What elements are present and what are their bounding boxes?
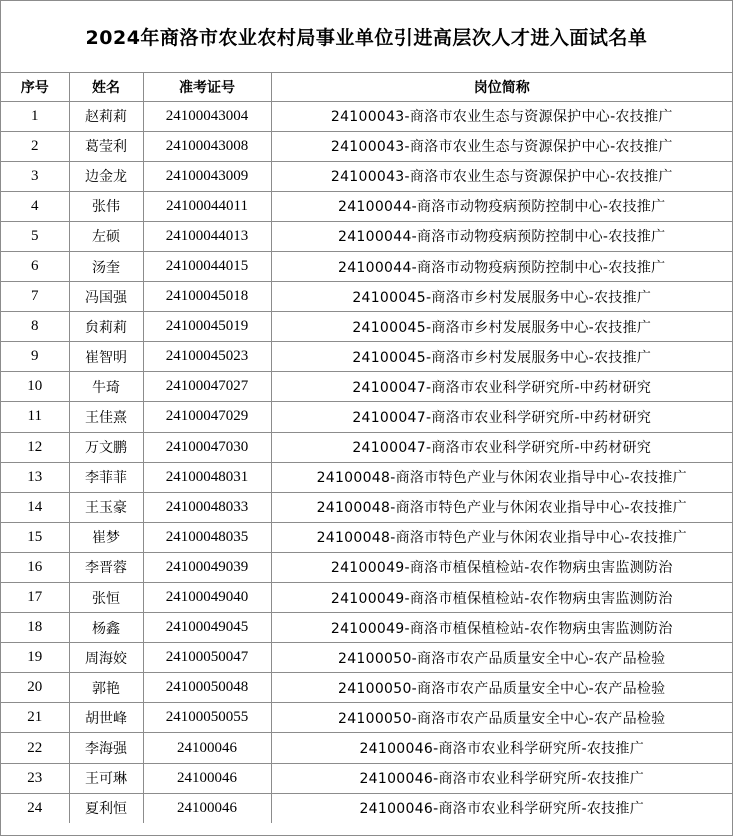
table-row — [1, 402, 732, 432]
cell-name: 胡世峰 — [69, 703, 143, 733]
cell-name: 左硕 — [69, 221, 143, 251]
cell-post: 24100046-商洛市农业科学研究所-农技推广 — [271, 763, 732, 793]
cell-name: 李菲菲 — [69, 462, 143, 492]
cell-exam-no: 24100046 — [143, 793, 271, 823]
cell-index: 1 — [1, 101, 69, 131]
table-row — [1, 613, 732, 643]
cell-name: 周海姣 — [69, 643, 143, 673]
cell-index: 19 — [1, 643, 69, 673]
table-row — [1, 703, 732, 733]
cell-index: 21 — [1, 703, 69, 733]
cell-exam-no: 24100043004 — [143, 101, 271, 131]
cell-post: 24100050-商洛市农产品质量安全中心-农产品检验 — [271, 703, 732, 733]
column-header-post: 岗位简称 — [271, 73, 732, 101]
cell-post: 24100050-商洛市农产品质量安全中心-农产品检验 — [271, 643, 732, 673]
cell-index: 4 — [1, 191, 69, 221]
cell-index: 10 — [1, 372, 69, 402]
cell-index: 15 — [1, 522, 69, 552]
table-header-row — [1, 73, 732, 101]
cell-index: 9 — [1, 342, 69, 372]
cell-post: 24100044-商洛市动物疫病预防控制中心-农技推广 — [271, 221, 732, 251]
table-row — [1, 643, 732, 673]
cell-name: 郭艳 — [69, 673, 143, 703]
column-header-name: 姓名 — [69, 73, 143, 101]
cell-index: 24 — [1, 793, 69, 823]
table-row — [1, 191, 732, 221]
cell-exam-no: 24100048035 — [143, 522, 271, 552]
cell-exam-no: 24100048031 — [143, 462, 271, 492]
cell-index: 18 — [1, 613, 69, 643]
cell-post: 24100048-商洛市特色产业与休闲农业指导中心-农技推广 — [271, 462, 732, 492]
cell-exam-no: 24100046 — [143, 733, 271, 763]
cell-post: 24100050-商洛市农产品质量安全中心-农产品检验 — [271, 673, 732, 703]
cell-post: 24100045-商洛市乡村发展服务中心-农技推广 — [271, 312, 732, 342]
cell-exam-no: 24100047029 — [143, 402, 271, 432]
cell-exam-no: 24100046 — [143, 763, 271, 793]
cell-exam-no: 24100047030 — [143, 432, 271, 462]
cell-name: 万文鹏 — [69, 432, 143, 462]
cell-post: 24100046-商洛市农业科学研究所-农技推广 — [271, 793, 732, 823]
cell-index: 11 — [1, 402, 69, 432]
cell-exam-no: 24100047027 — [143, 372, 271, 402]
table-row — [1, 342, 732, 372]
cell-post: 24100046-商洛市农业科学研究所-农技推广 — [271, 733, 732, 763]
cell-post: 24100045-商洛市乡村发展服务中心-农技推广 — [271, 282, 732, 312]
table-row — [1, 583, 732, 613]
column-header-index: 序号 — [1, 73, 69, 101]
cell-name: 李海强 — [69, 733, 143, 763]
cell-name: 王玉豪 — [69, 492, 143, 522]
candidate-table — [1, 73, 732, 823]
cell-index: 22 — [1, 733, 69, 763]
cell-exam-no: 24100044015 — [143, 251, 271, 281]
cell-name: 赵莉莉 — [69, 101, 143, 131]
cell-exam-no: 24100049039 — [143, 552, 271, 582]
table-row — [1, 251, 732, 281]
table-row — [1, 131, 732, 161]
cell-post: 24100047-商洛市农业科学研究所-中药材研究 — [271, 432, 732, 462]
cell-name: 崔智明 — [69, 342, 143, 372]
cell-index: 20 — [1, 673, 69, 703]
table-row — [1, 312, 732, 342]
cell-exam-no: 24100043008 — [143, 131, 271, 161]
table-row — [1, 552, 732, 582]
table-row — [1, 282, 732, 312]
table-row — [1, 101, 732, 131]
table-row — [1, 372, 732, 402]
cell-index: 5 — [1, 221, 69, 251]
cell-exam-no: 24100045023 — [143, 342, 271, 372]
cell-name: 杨鑫 — [69, 613, 143, 643]
cell-name: 牛琦 — [69, 372, 143, 402]
cell-post: 24100043-商洛市农业生态与资源保护中心-农技推广 — [271, 101, 732, 131]
cell-name: 崔梦 — [69, 522, 143, 552]
cell-exam-no: 24100045019 — [143, 312, 271, 342]
cell-exam-no: 24100049040 — [143, 583, 271, 613]
cell-index: 23 — [1, 763, 69, 793]
cell-post: 24100049-商洛市植保植检站-农作物病虫害监测防治 — [271, 583, 732, 613]
cell-exam-no: 24100043009 — [143, 161, 271, 191]
cell-name: 贠莉莉 — [69, 312, 143, 342]
cell-exam-no: 24100044013 — [143, 221, 271, 251]
cell-post: 24100044-商洛市动物疫病预防控制中心-农技推广 — [271, 191, 732, 221]
cell-post: 24100047-商洛市农业科学研究所-中药材研究 — [271, 402, 732, 432]
cell-post: 24100049-商洛市植保植检站-农作物病虫害监测防治 — [271, 613, 732, 643]
cell-post: 24100049-商洛市植保植检站-农作物病虫害监测防治 — [271, 552, 732, 582]
table-row — [1, 793, 732, 823]
table-row — [1, 522, 732, 552]
table-row — [1, 161, 732, 191]
cell-name: 王佳熹 — [69, 402, 143, 432]
cell-name: 汤奎 — [69, 251, 143, 281]
cell-exam-no: 24100049045 — [143, 613, 271, 643]
table-row — [1, 432, 732, 462]
cell-name: 夏利恒 — [69, 793, 143, 823]
cell-exam-no: 24100050055 — [143, 703, 271, 733]
cell-post: 24100048-商洛市特色产业与休闲农业指导中心-农技推广 — [271, 492, 732, 522]
cell-exam-no: 24100050047 — [143, 643, 271, 673]
cell-name: 王可琳 — [69, 763, 143, 793]
column-header-exam-no: 准考证号 — [143, 73, 271, 101]
table-row — [1, 221, 732, 251]
cell-exam-no: 24100050048 — [143, 673, 271, 703]
cell-exam-no: 24100044011 — [143, 191, 271, 221]
cell-index: 6 — [1, 251, 69, 281]
cell-name: 冯国强 — [69, 282, 143, 312]
cell-name: 张伟 — [69, 191, 143, 221]
page-title: 2024年商洛市农业农村局事业单位引进高层次人才进入面试名单 — [1, 1, 732, 73]
cell-index: 17 — [1, 583, 69, 613]
table-row — [1, 733, 732, 763]
table-row — [1, 673, 732, 703]
cell-name: 李晋蓉 — [69, 552, 143, 582]
cell-index: 16 — [1, 552, 69, 582]
cell-index: 13 — [1, 462, 69, 492]
cell-index: 8 — [1, 312, 69, 342]
cell-index: 12 — [1, 432, 69, 462]
cell-name: 葛莹利 — [69, 131, 143, 161]
cell-index: 14 — [1, 492, 69, 522]
cell-index: 3 — [1, 161, 69, 191]
cell-name: 边金龙 — [69, 161, 143, 191]
cell-name: 张恒 — [69, 583, 143, 613]
cell-post: 24100044-商洛市动物疫病预防控制中心-农技推广 — [271, 251, 732, 281]
cell-index: 7 — [1, 282, 69, 312]
cell-post: 24100043-商洛市农业生态与资源保护中心-农技推广 — [271, 131, 732, 161]
table-row — [1, 492, 732, 522]
cell-post: 24100045-商洛市乡村发展服务中心-农技推广 — [271, 342, 732, 372]
cell-exam-no: 24100048033 — [143, 492, 271, 522]
cell-post: 24100043-商洛市农业生态与资源保护中心-农技推广 — [271, 161, 732, 191]
cell-post: 24100048-商洛市特色产业与休闲农业指导中心-农技推广 — [271, 522, 732, 552]
cell-post: 24100047-商洛市农业科学研究所-中药材研究 — [271, 372, 732, 402]
table-row — [1, 763, 732, 793]
cell-index: 2 — [1, 131, 69, 161]
cell-exam-no: 24100045018 — [143, 282, 271, 312]
table-row — [1, 462, 732, 492]
